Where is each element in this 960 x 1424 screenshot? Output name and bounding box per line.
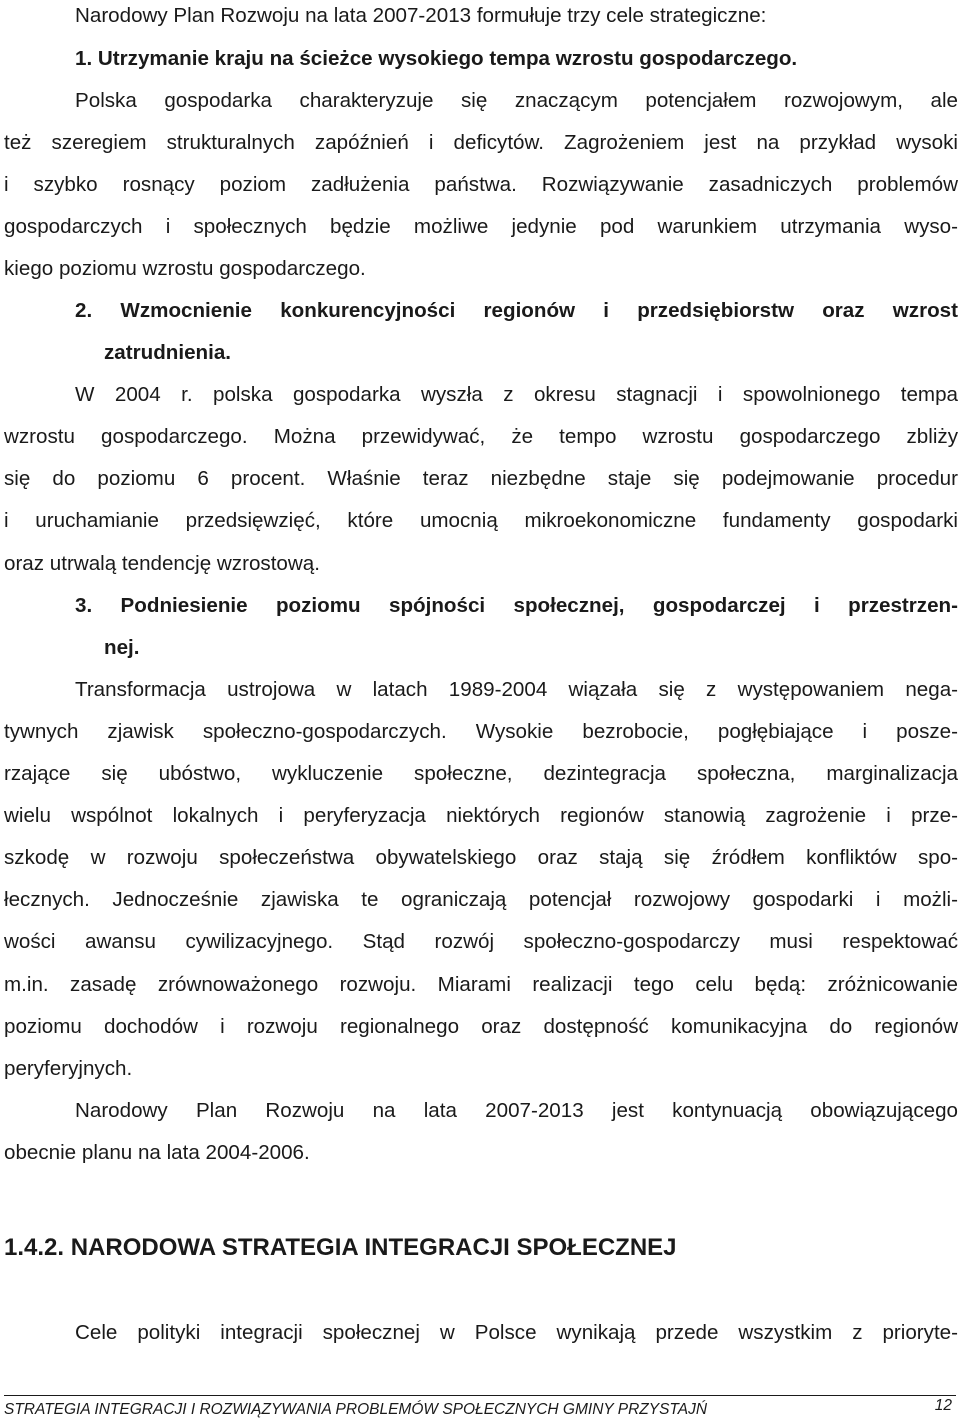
body-line: gospodarczych i społecznych będzie możliwe jedynie pod warunkiem utrzymania wyso-: [4, 215, 958, 238]
body-line: też szeregiem strukturalnych zapóźnień i deficytów. Zagrożeniem jest na przykład wysoki: [4, 131, 958, 154]
body-line: kiego poziomu wzrostu gospodarczego.: [4, 257, 366, 280]
intro-line: Narodowy Plan Rozwoju na lata 2007-2013 formułuje trzy cele strategiczne:: [75, 4, 767, 27]
body-line: łecznych. Jednocześnie zjawiska te ograniczają potencjał rozwojowy gospodarki i możli-: [4, 888, 958, 911]
body-line: tywnych zjawisk społeczno-gospodarczych. Wysokie bezrobocie, pogłębiające i posze-: [4, 720, 958, 743]
body-line: obecnie planu na lata 2004-2006.: [4, 1141, 310, 1164]
body-line: szkodę w rozwoju społeczeństwa obywatelskiego oraz stają się źródłem konfliktów spo-: [4, 846, 958, 869]
goal-2-heading: 2. Wzmocnienie konkurencyjności regionów i przedsiębiorstw oraz wzrost: [75, 299, 958, 322]
page-number: 12: [934, 1397, 952, 1414]
body-line: i szybko rosnący poziom zadłużenia państwa. Rozwiązywanie zasadniczych problemów: [4, 173, 958, 196]
body-line: oraz utrwalą tendencję wzrostową.: [4, 552, 320, 575]
goal-2-heading-cont: zatrudnienia.: [104, 341, 232, 364]
body-line: wzrostu gospodarczego. Można przewidywać, że tempo wzrostu gospodarczego zbliży: [4, 425, 958, 448]
body-line: się do poziomu 6 procent. Właśnie teraz niezbędne staje się podejmowanie procedur: [4, 467, 958, 490]
body-line: wości awansu cywilizacyjnego. Stąd rozwój społeczno-gospodarczy musi respektować: [4, 930, 958, 953]
body-line: Transformacja ustrojowa w latach 1989-2004 wiązała się z występowaniem nega-: [75, 678, 958, 701]
body-line: poziomu dochodów i rozwoju regionalnego oraz dostępność komunikacyjna do regionów: [4, 1015, 958, 1038]
body-line: rzające się ubóstwo, wykluczenie społeczne, dezintegracja społeczna, marginalizacja: [4, 762, 958, 785]
goal-3-heading-cont: nej.: [104, 636, 140, 659]
body-line: W 2004 r. polska gospodarka wyszła z okresu stagnacji i spowolnionego tempa: [75, 383, 958, 406]
goal-1-heading: 1. Utrzymanie kraju na ścieżce wysokiego tempa wzrostu gospodarczego.: [75, 47, 798, 70]
body-line: Narodowy Plan Rozwoju na lata 2007-2013 jest kontynuacją obowiązującego: [75, 1099, 958, 1122]
body-line: Polska gospodarka charakteryzuje się znaczącym potencjałem rozwojowym, ale: [75, 89, 958, 112]
section-heading: 1.4.2. NARODOWA STRATEGIA INTEGRACJI SPOŁECZNEJ: [4, 1234, 677, 1261]
body-line: i uruchamianie przedsięwzięć, które umocnią mikroekonomiczne fundamenty gospodarki: [4, 509, 958, 532]
page-footer: [4, 1397, 956, 1421]
body-line: wielu wspólnot lokalnych i peryferyzacja niektórych regionów stanowią zagrożenie i prze-: [4, 804, 958, 827]
footer-title: STRATEGIA INTEGRACJI I ROZWIĄZYWANIA PROBLEMÓW SPOŁECZNYCH GMINY PRZYSTAJŃ: [4, 1401, 708, 1418]
body-line: peryferyjnych.: [4, 1057, 133, 1080]
footer-divider: [4, 1395, 956, 1396]
body-line: Cele polityki integracji społecznej w Polsce wynikają przede wszystkim z prioryte-: [75, 1321, 958, 1344]
body-line: m.in. zasadę zrównoważonego rozwoju. Miarami realizacji tego celu będą: zróżnicowanie: [4, 973, 958, 996]
goal-3-heading: 3. Podniesienie poziomu spójności społecznej, gospodarczej i przestrzen-: [75, 594, 958, 617]
